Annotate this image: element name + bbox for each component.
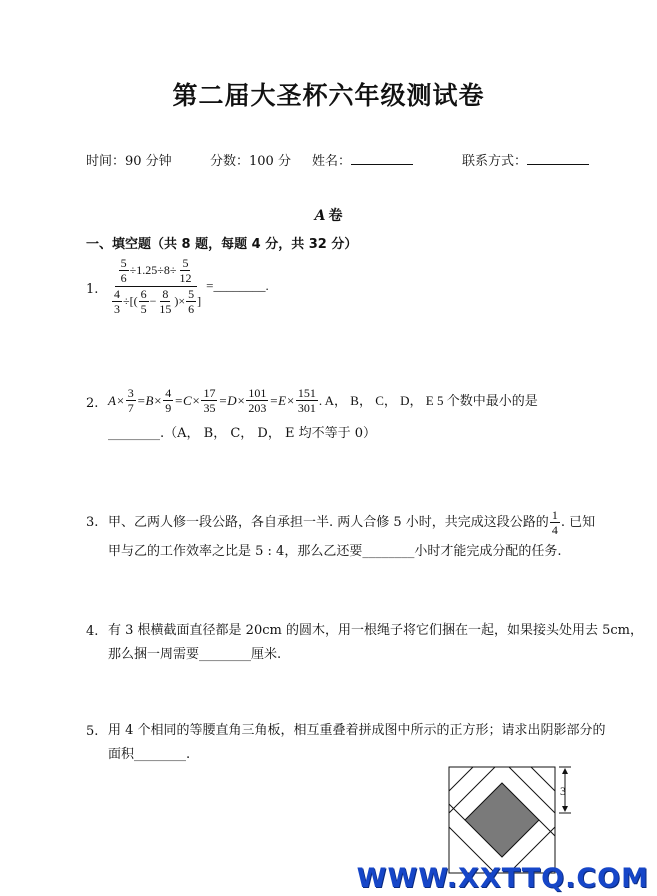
diag-edge-5 xyxy=(449,767,473,791)
watermark-logo: WWW.XXTTQ.COM xyxy=(356,863,649,894)
q5-number: 5. xyxy=(86,724,99,739)
q5-square-figure xyxy=(447,765,582,875)
diag-edge-8 xyxy=(539,820,555,836)
section-letter: A xyxy=(314,208,326,224)
q2-number: 2. xyxy=(86,396,99,411)
section-heading xyxy=(0,205,657,225)
q4-number: 4. xyxy=(86,624,99,639)
q3-line2: 甲与乙的工作效率之比是 5 : 4，那么乙还要________小时才能完成分配的任务. xyxy=(108,544,562,559)
contact-field xyxy=(462,150,589,169)
q3-line1: 甲、乙两人修一段公路，各自承担一半. 两人合修 5 小时，共完成这段公路的 $\frac{1}{4}$ . 已知 xyxy=(108,508,596,537)
q2-equation: A× $\frac{3}{7}$ =B× $\frac{4}{9}$ =C× $\frac{17}{35}$ =D× $\frac{101}{203}$ =E× $\frac{151}{301}$ . A， B， C， D， E 5 个数中最小的是 xyxy=(108,386,538,415)
score-info: 分数：100 分 xyxy=(210,154,291,169)
q5-line2: 面积________. xyxy=(108,747,191,762)
contact-blank xyxy=(527,152,589,165)
part-heading: 一、填空题（共 8 题，每题 4 分，共 32 分） xyxy=(86,237,358,252)
time-info: 时间：90 分钟 xyxy=(86,154,172,169)
q1-big-fraction xyxy=(108,256,204,316)
q1-numerator: $\frac{5}{6}$ ÷1.25÷8÷ $\frac{5}{12}$ xyxy=(115,256,198,287)
q3-number: 3. xyxy=(86,515,99,530)
q5-line1: 用 4 个相同的等腰直角三角板，相互重叠着拼成图中所示的正方形；请求出阴影部分的 xyxy=(108,723,606,738)
q1-number: 1. xyxy=(86,282,99,297)
name-field xyxy=(312,150,413,169)
dim-arrow-down xyxy=(562,806,568,812)
q1-answer-blank: =________. xyxy=(206,278,269,293)
diag-edge-6 xyxy=(531,767,555,791)
name-blank xyxy=(351,152,413,165)
shaded-square xyxy=(465,783,539,857)
page-title: 第二届大圣杯六年级测试卷 xyxy=(172,81,485,110)
dim-arrow-up xyxy=(562,768,568,774)
q4-line1: 有 3 根横截面直径都是 20cm 的圆木，用一根绳子将它们捆在一起，如果接头处用去 5cm， xyxy=(108,623,643,638)
dim-label: 3 xyxy=(560,784,566,798)
section-label: 卷 xyxy=(328,208,343,224)
q1-expression xyxy=(108,256,269,316)
contact-label: 联系方式： xyxy=(462,154,528,169)
q4-line2: 那么捆一周需要________厘米. xyxy=(108,647,282,662)
name-label: 姓名： xyxy=(312,154,352,169)
q2-line2: ________.（A， B， C， D， E 均不等于 0） xyxy=(108,426,376,441)
q1-denominator: $\frac{4}{3}$ ÷[( $\frac{6}{5}$ − $\frac{8}{15}$ )× $\frac{5}{6}$ ] xyxy=(114,287,202,316)
diag-edge-7 xyxy=(449,804,465,820)
